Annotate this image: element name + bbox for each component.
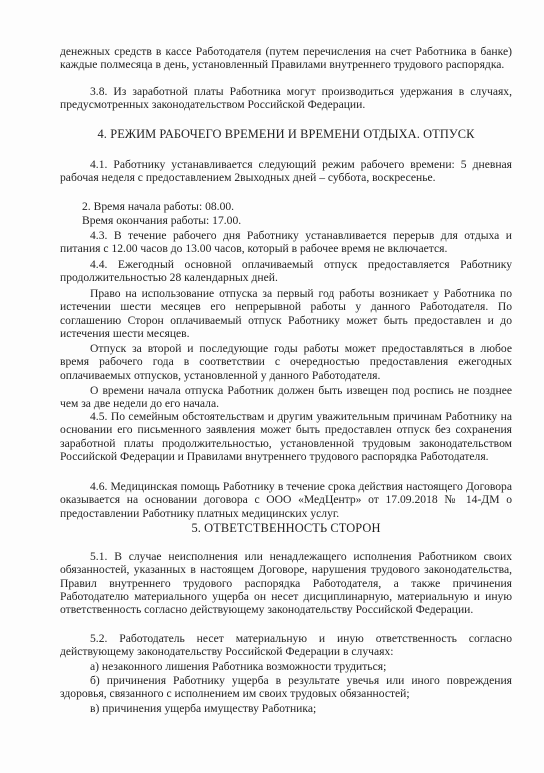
clause-5-2-a [60, 660, 512, 673]
clause-4-6-text: 4.6. Медицинская помощь Работнику в течение срока действия настоящего Договора оказывается на основании договора с ООО «МедЦентр» от 17.09.2018 № 14-ДМ о предоставлении Работнику платных медицинских услуг. [60, 480, 512, 520]
leave-notice [60, 384, 512, 411]
section-4-title: 4. РЕЖИМ РАБОЧЕГО ВРЕМЕНИ И ВРЕМЕНИ ОТДЫХА. ОТПУСК [97, 127, 475, 141]
clause-5-2-b-text: б) причинения Работнику ущерба в результате увечья или иного повреждения здоровья, связанного с исполнением им своих трудовых обязанностей; [60, 674, 512, 701]
clause-4-6 [60, 480, 512, 520]
section-4-heading [60, 128, 512, 141]
clause-4-5 [60, 410, 512, 463]
clause-5-2 [60, 632, 512, 659]
leave-notice-text: О времени начала отпуска Работник должен быть извещен под роспись не позднее чем за две недели до его начала. [60, 384, 512, 411]
clause-3-8-text: 3.8. Из заработной платы Работника могут производиться удержания в случаях, предусмотренных законодательством Российской Федерации. [60, 85, 512, 112]
clause-4-3-text: 4.3. В течение рабочего дня Работнику устанавливается перерыв для отдыха и питания с 12.00 часов до 13.00 часов, который в рабочее время не включается. [60, 229, 512, 256]
clause-4-4-text: 4.4. Ежегодный основной оплачиваемый отпуск предоставляется Работнику продолжительностью 28 календарных дней. [60, 258, 512, 285]
section-5-title: 5. ОТВЕТСТВЕННОСТЬ СТОРОН [191, 521, 381, 535]
section-5-heading [60, 522, 512, 535]
clause-4-4 [60, 258, 512, 285]
first-year-leave-text: Право на использование отпуска за первый год работы возникает у Работника по истечении шести месяцев его непрерывной работы у данного Работодателя. По соглашению Сторон оплачиваемый отпуск Работнику может быть предоставлен и до истечения шести месяцев. [60, 287, 512, 340]
clause-4-5-text: 4.5. По семейным обстоятельствам и другим уважительным причинам Работнику на основании его письменного заявления может быть предоставлен отпуск без сохранения заработной платы продолжительностью, установленной трудовым законодательством Российской Федерации и Правилами внутреннего трудового распорядка Работодателя. [60, 410, 512, 463]
work-end-text: Время окончания работы: 17.00. [82, 214, 242, 227]
clause-5-2-c-text: в) причинения ущерба имуществу Работника; [90, 702, 317, 715]
clause-5-1-text: 5.1. В случае неисполнения или ненадлежащего исполнения Работником своих обязанностей, указанных в настоящем Договоре, нарушения трудового законодательства, Правил внутреннего трудового распорядка Работодателя, а также причинения Работодателю материального ущерба он несет дисциплинарную, материальную и иную ответственность согласно действующему законодательству Российской Федерации. [60, 550, 512, 617]
work-start-text: 2. Время начала работы: 08.00. [82, 200, 235, 213]
work-end-time [60, 214, 512, 227]
clause-5-2-b [60, 674, 512, 701]
clause-4-1-text: 4.1. Работнику устанавливается следующий режим рабочего времени: 5 дневная рабочая неделя с предоставлением 2выходных дней – суббота, воскресенье. [60, 158, 512, 185]
clause-5-2-a-text: а) незаконного лишения Работника возможности трудиться; [90, 660, 387, 673]
clause-5-1 [60, 550, 512, 616]
clause-5-2-text: 5.2. Работодатель несет материальную и иную ответственность согласно действующему законодательству Российской Федерации в случаях: [60, 632, 512, 659]
salary-payment-paragraph [60, 45, 512, 72]
clause-5-2-c [60, 702, 512, 715]
first-year-leave [60, 287, 512, 340]
clause-4-1 [60, 158, 512, 185]
clause-3-8 [60, 85, 512, 112]
work-start-time [60, 200, 512, 213]
subsequent-leave [60, 342, 512, 382]
cash-payment-text: денежных средств в кассе Работодателя (путем перечисления на счет Работника в банке) каждые полмесяца в день, установленный Правилами внутреннего трудового распорядка. [60, 45, 512, 72]
clause-4-3 [60, 229, 512, 256]
subsequent-leave-text: Отпуск за второй и последующие годы работы может предоставляться в любое время рабочего года в соответствии с очередностью предоставления ежегодных оплачиваемых отпусков, установленной у данного Работодателя. [60, 342, 512, 382]
